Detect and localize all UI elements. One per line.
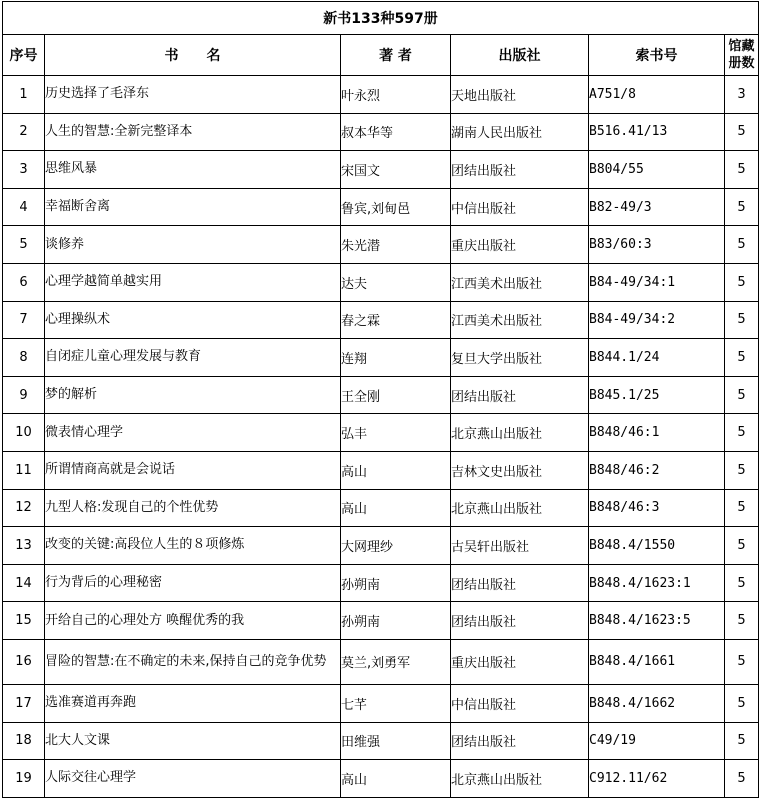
book-author: 七芊 [341, 684, 451, 722]
book-title: 思维风暴 [45, 151, 341, 189]
book-title: 冒险的智慧:在不确定的未来,保持自己的竞争优势 [45, 639, 341, 684]
header-no: 序号 [3, 35, 45, 76]
table-row [3, 376, 759, 414]
book-publisher: 北京燕山出版社 [451, 760, 589, 798]
book-call-number: B516.41/13 [589, 113, 725, 151]
book-author: 鲁宾,刘甸邑 [341, 188, 451, 226]
book-author: 朱光潜 [341, 226, 451, 264]
table-row [3, 226, 759, 264]
book-author: 高山 [341, 489, 451, 527]
book-title: 心理学越简单越实用 [45, 263, 341, 301]
book-count: 5 [725, 602, 759, 640]
book-call-number: B844.1/24 [589, 339, 725, 377]
book-call-number: B84-49/34:1 [589, 263, 725, 301]
book-publisher: 北京燕山出版社 [451, 489, 589, 527]
row-number: 12 [3, 489, 45, 527]
book-publisher: 团结出版社 [451, 376, 589, 414]
row-number: 10 [3, 414, 45, 452]
row-number: 4 [3, 188, 45, 226]
table-row [3, 301, 759, 339]
book-author: 弘丰 [341, 414, 451, 452]
book-title: 心理操纵术 [45, 301, 341, 339]
table-title: 新书133种597册 [3, 2, 759, 35]
book-publisher: 古吴轩出版社 [451, 527, 589, 565]
book-publisher: 重庆出版社 [451, 639, 589, 684]
row-number: 19 [3, 760, 45, 798]
book-author: 田维强 [341, 722, 451, 760]
table-row [3, 414, 759, 452]
book-call-number: B848/46:3 [589, 489, 725, 527]
book-call-number: B804/55 [589, 151, 725, 189]
table-row [3, 76, 759, 114]
row-number: 16 [3, 639, 45, 684]
book-call-number: B82-49/3 [589, 188, 725, 226]
book-author: 孙朔南 [341, 564, 451, 602]
book-title: 行为背后的心理秘密 [45, 564, 341, 602]
book-publisher: 中信出版社 [451, 684, 589, 722]
book-author: 连翔 [341, 339, 451, 377]
table-row [3, 564, 759, 602]
book-title: 九型人格:发现自己的个性优势 [45, 489, 341, 527]
book-publisher: 天地出版社 [451, 76, 589, 114]
row-number: 14 [3, 564, 45, 602]
book-author: 宋国文 [341, 151, 451, 189]
table-row [3, 527, 759, 565]
row-number: 17 [3, 684, 45, 722]
book-publisher: 重庆出版社 [451, 226, 589, 264]
book-call-number: B848/46:1 [589, 414, 725, 452]
book-call-number: B845.1/25 [589, 376, 725, 414]
table-row [3, 760, 759, 798]
book-title: 改变的关键:高段位人生的８项修炼 [45, 527, 341, 565]
book-author: 高山 [341, 451, 451, 489]
book-count: 5 [725, 489, 759, 527]
book-author: 叶永烈 [341, 76, 451, 114]
book-count: 5 [725, 263, 759, 301]
book-call-number: B848.4/1623:5 [589, 602, 725, 640]
book-title: 幸福断舍离 [45, 188, 341, 226]
table-row [3, 339, 759, 377]
table-row [3, 639, 759, 684]
book-author: 达夫 [341, 263, 451, 301]
table-body [3, 76, 759, 798]
book-call-number: B848.4/1662 [589, 684, 725, 722]
book-title: 所谓情商高就是会说话 [45, 451, 341, 489]
table-row [3, 684, 759, 722]
table-row [3, 489, 759, 527]
book-title: 人际交往心理学 [45, 760, 341, 798]
row-number: 13 [3, 527, 45, 565]
book-count: 5 [725, 722, 759, 760]
book-title: 谈修养 [45, 226, 341, 264]
book-count: 3 [725, 76, 759, 114]
book-title: 北大人文课 [45, 722, 341, 760]
book-count: 5 [725, 639, 759, 684]
table-row [3, 451, 759, 489]
row-number: 15 [3, 602, 45, 640]
book-count: 5 [725, 113, 759, 151]
book-title: 人生的智慧:全新完整译本 [45, 113, 341, 151]
book-publisher: 复旦大学出版社 [451, 339, 589, 377]
book-publisher: 吉林文史出版社 [451, 451, 589, 489]
row-number: 1 [3, 76, 45, 114]
book-publisher: 江西美术出版社 [451, 263, 589, 301]
row-number: 5 [3, 226, 45, 264]
book-count: 5 [725, 760, 759, 798]
book-call-number: B848.4/1550 [589, 527, 725, 565]
book-call-number: B848.4/1623:1 [589, 564, 725, 602]
new-books-table [2, 1, 759, 798]
book-title: 微表情心理学 [45, 414, 341, 452]
book-count: 5 [725, 301, 759, 339]
book-count: 5 [725, 684, 759, 722]
row-number: 11 [3, 451, 45, 489]
row-number: 2 [3, 113, 45, 151]
table-row [3, 113, 759, 151]
row-number: 3 [3, 151, 45, 189]
book-author: 高山 [341, 760, 451, 798]
book-call-number: A751/8 [589, 76, 725, 114]
book-author: 孙朔南 [341, 602, 451, 640]
row-number: 6 [3, 263, 45, 301]
book-publisher: 北京燕山出版社 [451, 414, 589, 452]
book-count: 5 [725, 226, 759, 264]
book-title: 自闭症儿童心理发展与教育 [45, 339, 341, 377]
book-publisher: 团结出版社 [451, 602, 589, 640]
book-count: 5 [725, 414, 759, 452]
book-title: 历史选择了毛泽东 [45, 76, 341, 114]
table-row [3, 602, 759, 640]
book-author: 莫兰,刘勇军 [341, 639, 451, 684]
book-count: 5 [725, 339, 759, 377]
table-row [3, 263, 759, 301]
row-number: 7 [3, 301, 45, 339]
row-number: 8 [3, 339, 45, 377]
header-count: 馆藏册数 [725, 35, 759, 76]
book-count: 5 [725, 188, 759, 226]
book-call-number: C912.11/62 [589, 760, 725, 798]
header-author: 著 者 [341, 35, 451, 76]
book-call-number: B848.4/1661 [589, 639, 725, 684]
book-title: 开给自己的心理处方 唤醒优秀的我 [45, 602, 341, 640]
book-author: 春之霖 [341, 301, 451, 339]
book-publisher: 团结出版社 [451, 564, 589, 602]
book-author: 叔本华等 [341, 113, 451, 151]
row-number: 18 [3, 722, 45, 760]
header-title: 书 名 [45, 35, 341, 76]
book-call-number: B84-49/34:2 [589, 301, 725, 339]
book-publisher: 江西美术出版社 [451, 301, 589, 339]
header-call-number: 索书号 [589, 35, 725, 76]
book-count: 5 [725, 151, 759, 189]
book-count: 5 [725, 451, 759, 489]
book-call-number: B848/46:2 [589, 451, 725, 489]
book-count: 5 [725, 564, 759, 602]
book-call-number: B83/60:3 [589, 226, 725, 264]
book-call-number: C49/19 [589, 722, 725, 760]
book-publisher: 中信出版社 [451, 188, 589, 226]
table-row [3, 151, 759, 189]
book-publisher: 团结出版社 [451, 151, 589, 189]
book-author: 王全刚 [341, 376, 451, 414]
book-title: 梦的解析 [45, 376, 341, 414]
header-publisher: 出版社 [451, 35, 589, 76]
row-number: 9 [3, 376, 45, 414]
book-title: 选准赛道再奔跑 [45, 684, 341, 722]
table-row [3, 188, 759, 226]
table-row [3, 722, 759, 760]
book-author: 大网理纱 [341, 527, 451, 565]
book-count: 5 [725, 527, 759, 565]
book-publisher: 湖南人民出版社 [451, 113, 589, 151]
book-publisher: 团结出版社 [451, 722, 589, 760]
book-count: 5 [725, 376, 759, 414]
